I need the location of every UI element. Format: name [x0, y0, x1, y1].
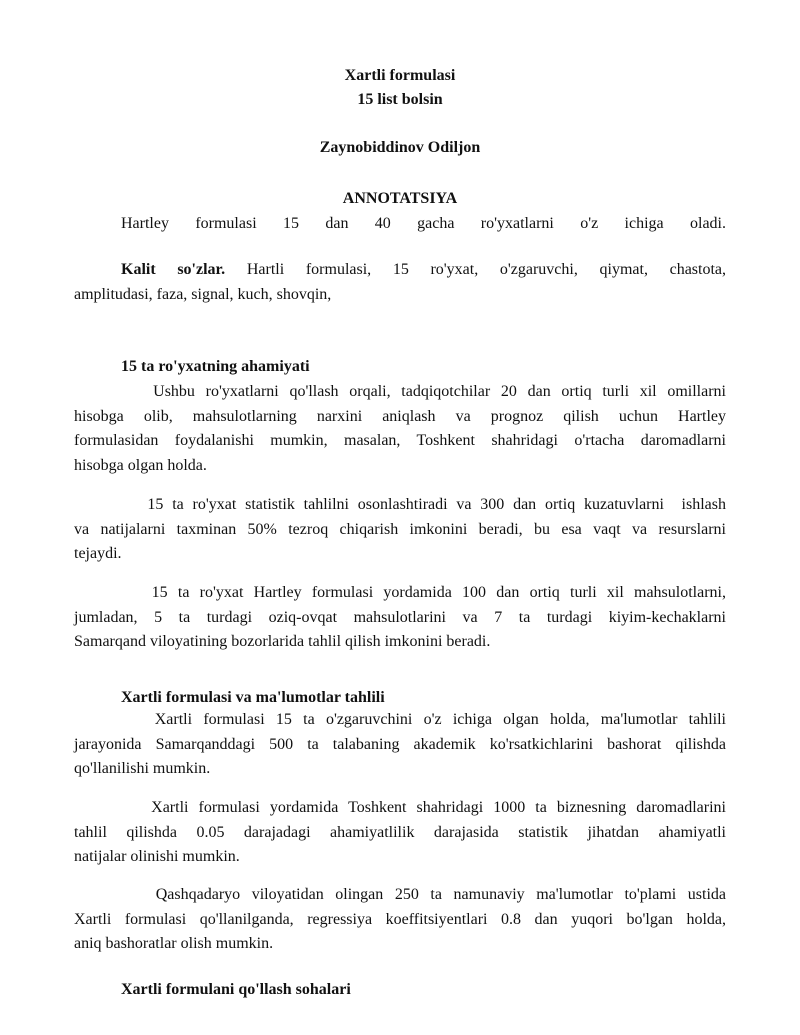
keywords-line-1 — [74, 258, 726, 283]
keywords-line-2: amplitudasi, faza, signal, kuch, shovqin, — [74, 285, 332, 303]
annotation-heading: ANNOTATSIYA — [342, 190, 458, 207]
paragraph-line: Xartli formulasi 15 ta o'zgaruvchini o'z ichiga olgan holda, ma'lumotlar tahlili — [121, 711, 726, 728]
paragraph-line: Xartli formulasi yordamida Toshkent shahridagi 1000 ta biznesning daromadlarini — [121, 799, 726, 816]
paragraph-line: hisobga olgan holda. — [74, 456, 207, 474]
section-heading: Xartli formulasi va ma'lumotlar tahlili — [121, 689, 385, 706]
paragraph-line: jarayonida Samarqanddagi 500 ta talabaning akademik ko'rsatkichlarini bashorat qilishda — [74, 735, 726, 753]
paragraph — [74, 380, 726, 478]
author-name: Zaynobiddinov Odiljon — [319, 139, 481, 156]
paragraph-line: natijalar olinishi mumkin. — [74, 848, 240, 865]
paragraph-line: Ushbu ro'yxatlarni qo'llash orqali, tadqiqotchilar 20 dan ortiq turli xil omillarni — [121, 383, 726, 400]
section-heading: 15 ta ro'yxatning ahamiyati — [121, 358, 310, 375]
paragraph-line: tejaydi. — [74, 545, 122, 562]
document-subtitle: 15 list bolsin — [357, 91, 443, 108]
document-title: Xartli formulasi — [344, 67, 456, 84]
paragraph-line: hisobga olib, mahsulotlarning narxini aniqlash va prognoz qilish uchun Hartley — [74, 407, 726, 425]
paragraph — [74, 708, 726, 782]
paragraph — [74, 883, 726, 957]
paragraph-line: 15 ta ro'yxat statistik tahlilni osonlashtiradi va 300 dan ortiq kuzatuvlarni ishlash — [121, 496, 726, 513]
paragraph-line: Samarqand viloyatining bozorlarida tahlil qilish imkonini beradi. — [74, 633, 491, 650]
paragraph-line: aniq bashoratlar olish mumkin. — [74, 935, 274, 952]
paragraph — [74, 796, 726, 870]
paragraph-line: va natijalarni taxminan 50% tezroq chiqarish imkonini beradi, bu esa vaqt va resurslarni — [74, 520, 726, 538]
paragraph-line: 15 ta ro'yxat Hartley formulasi yordamida 100 dan ortiq turli xil mahsulotlarni, — [121, 584, 726, 601]
paragraph — [74, 581, 726, 655]
keywords-label: Kalit so'zlar. — [121, 261, 226, 278]
paragraph-line: Xartli formulasi qo'llanilganda, regressiya koeffitsiyentlari 0.8 dan yuqori bo'lgan holda, — [74, 910, 726, 928]
paragraph — [74, 493, 726, 567]
keywords-block — [74, 258, 726, 307]
annotation-line: Hartley formulasi 15 dan 40 gacha ro'yxatlarni o'z ichiga oladi. — [121, 215, 726, 232]
keywords-list-1: Hartli formulasi, 15 ro'yxat, o'zgaruvchi, qiymat, chastota, — [246, 261, 727, 278]
annotation-text — [121, 212, 726, 237]
section-heading: Xartli formulani qo'llash sohalari — [121, 981, 351, 998]
paragraph-line: formulasidan foydalanishi mumkin, masalan, Toshkent shahridagi o'rtacha daromadlarni — [74, 432, 726, 449]
paragraph-line: jumladan, 5 ta turdagi oziq-ovqat mahsulotlarini va 7 ta turdagi kiyim-kechaklarni — [74, 608, 726, 626]
paragraph-line: tahlil qilishda 0.05 darajadagi ahamiyatlilik darajasida statistik jihatdan ahamiyatli — [74, 823, 726, 841]
paragraph-line: qo'llanilishi mumkin. — [74, 760, 211, 777]
paragraph-line: Qashqadaryo viloyatidan olingan 250 ta namunaviy ma'lumotlar to'plami ustida — [121, 886, 726, 903]
